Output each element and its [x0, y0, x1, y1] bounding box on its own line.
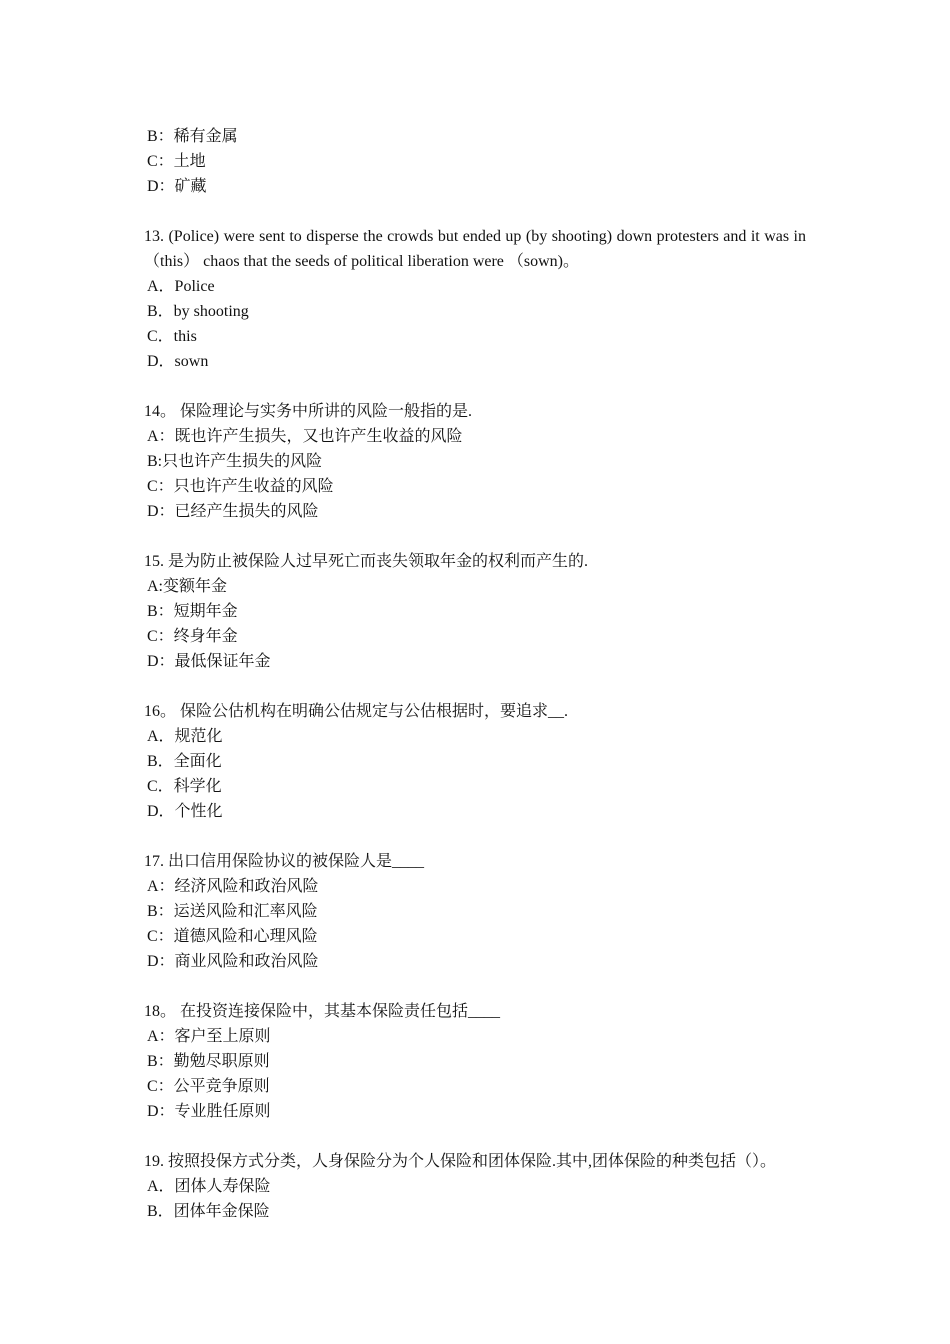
- block-spacer: [144, 1124, 806, 1149]
- question-text: 19. 按照投保方式分类，人身保险分为个人保险和团体保险.其中,团体保险的种类包括（）。: [144, 1153, 777, 1170]
- question-block: [144, 224, 806, 374]
- question-block: [144, 124, 806, 199]
- question-block: [144, 849, 806, 974]
- answer-option: A．规范化: [147, 728, 223, 745]
- answer-option: D．个性化: [147, 803, 223, 820]
- answer-option: B：短期年金: [147, 603, 238, 620]
- answer-option: D：已经产生损失的风险: [147, 503, 319, 520]
- answer-option: A：既也许产生损失，又也许产生收益的风险: [147, 428, 463, 445]
- answer-option: B：勤勉尽职原则: [147, 1053, 270, 1070]
- question-text: 18。 在投资连接保险中，其基本保险责任包括____: [144, 1003, 501, 1020]
- block-spacer: [144, 199, 806, 224]
- answer-option: B:只也许产生损失的风险: [147, 453, 323, 470]
- answer-option: A:变额年金: [147, 578, 228, 595]
- block-spacer: [144, 374, 806, 399]
- answer-option: C：土地: [147, 153, 206, 170]
- question-text: 14。 保险理论与实务中所讲的风险一般指的是.: [144, 403, 473, 420]
- answer-option: A．团体人寿保险: [147, 1178, 271, 1195]
- question-text: 16。 保险公估机构在明确公估规定与公估根据时，要追求__.: [144, 703, 569, 720]
- answer-option: C：只也许产生收益的风险: [147, 478, 334, 495]
- answer-option: C：终身年金: [147, 628, 238, 645]
- answer-option: D．sown: [147, 353, 209, 370]
- answer-option: C：公平竞争原则: [147, 1078, 270, 1095]
- answer-option: A：客户至上原则: [147, 1028, 271, 1045]
- answer-option: C．科学化: [147, 778, 222, 795]
- question-text: 15. 是为防止被保险人过早死亡而丧失领取年金的权利而产生的.: [144, 553, 589, 570]
- question-text: 13. (Police) were sent to disperse the crowds but ended up (by shooting) down protesters and it was in （this） chaos that the seeds of political liberation were （sown)。: [144, 228, 806, 270]
- block-spacer: [144, 824, 806, 849]
- document-page: [144, 124, 806, 1224]
- answer-option: C：道德风险和心理风险: [147, 928, 318, 945]
- question-block: [144, 549, 806, 674]
- answer-option: B：运送风险和汇率风险: [147, 903, 318, 920]
- block-spacer: [144, 524, 806, 549]
- block-spacer: [144, 974, 806, 999]
- answer-option: B．全面化: [147, 753, 222, 770]
- answer-option: D：商业风险和政治风险: [147, 953, 319, 970]
- question-block: [144, 999, 806, 1124]
- question-text: 17. 出口信用保险协议的被保险人是____: [144, 853, 425, 870]
- answer-option: A：经济风险和政治风险: [147, 878, 319, 895]
- question-block: [144, 1149, 806, 1224]
- question-block: [144, 699, 806, 824]
- answer-option: D：专业胜任原则: [147, 1103, 271, 1120]
- answer-option: B．团体年金保险: [147, 1203, 270, 1220]
- answer-option: D：矿藏: [147, 178, 207, 195]
- question-block: [144, 399, 806, 524]
- answer-option: B：稀有金属: [147, 128, 238, 145]
- answer-option: C．this: [147, 328, 197, 345]
- answer-option: D：最低保证年金: [147, 653, 271, 670]
- block-spacer: [144, 674, 806, 699]
- answer-option: A．Police: [147, 278, 215, 295]
- answer-option: B．by shooting: [147, 303, 249, 320]
